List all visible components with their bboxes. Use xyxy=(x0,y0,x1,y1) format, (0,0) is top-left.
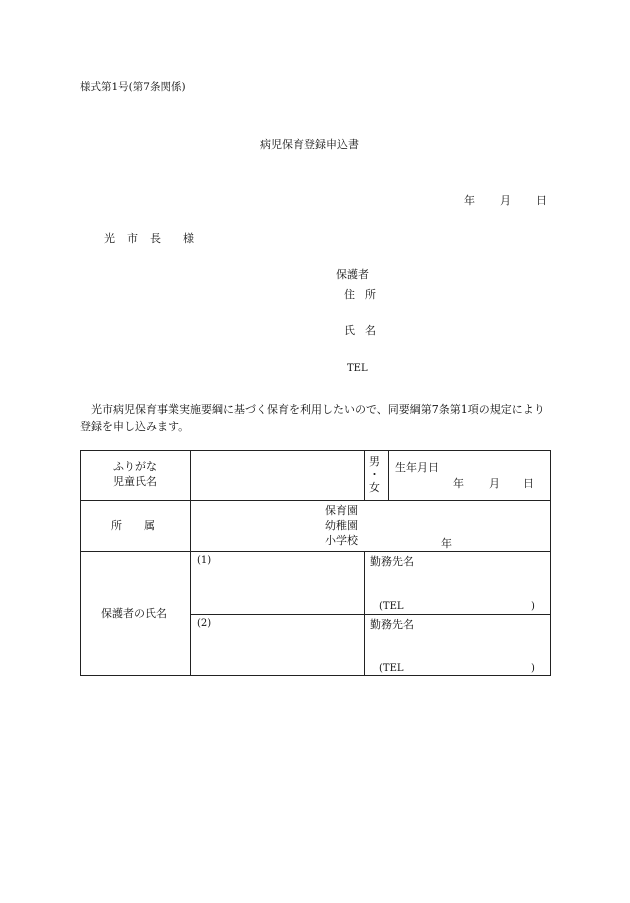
affiliation-char-1: 所 xyxy=(111,519,122,532)
birth-month-label: 月 xyxy=(489,477,500,490)
addressee xyxy=(104,232,196,245)
child-name-field[interactable] xyxy=(191,451,364,500)
address-label-char-2: 所 xyxy=(365,288,376,301)
gender-female[interactable]: 女 xyxy=(369,481,380,494)
registration-table xyxy=(80,450,551,676)
document-title: 病児保育登録申込書 xyxy=(260,138,359,151)
guardian-1-workplace-label: 勤務先名 xyxy=(370,555,414,568)
guardian-2-index: (2) xyxy=(197,618,212,629)
application-statement: 光市病児保育事業実施要綱に基づく保育を利用したいので、同要綱第7条第1項の規定により登録を申し込みます。 xyxy=(80,403,545,433)
name-label-char-2: 名 xyxy=(365,324,376,337)
address-label-char-1: 住 xyxy=(344,288,355,301)
guardian-1-tel-open: (TEL xyxy=(379,601,404,612)
guardian-1-index: (1) xyxy=(197,555,212,566)
elementary-option[interactable]: 小学校 xyxy=(325,534,358,547)
affiliation-char-2: 属 xyxy=(144,519,155,532)
guardian-1-tel-close: ) xyxy=(531,601,535,612)
form-number: 様式第1号(第7条関係) xyxy=(80,81,186,93)
date-year-label: 年 xyxy=(464,194,475,207)
addressee-part-2: 市 xyxy=(127,232,140,245)
guardian-2-tel-close: ) xyxy=(531,663,535,674)
addressee-honorific: 様 xyxy=(183,232,196,245)
guardian-2-workplace-label: 勤務先名 xyxy=(370,618,414,631)
guardian-address-label xyxy=(344,288,376,301)
gender-male[interactable]: 男 xyxy=(369,455,380,468)
child-name-label: 児童氏名 xyxy=(113,475,157,488)
guardian-label: 保護者 xyxy=(336,268,369,281)
furigana-label: ふりがな xyxy=(113,460,157,473)
guardian-2-tel-open: (TEL xyxy=(379,663,404,674)
date-month-label: 月 xyxy=(500,194,511,207)
school-year-label: 年 xyxy=(441,537,452,550)
guardian-name-label xyxy=(344,324,376,337)
kindergarten-option[interactable]: 幼稚園 xyxy=(325,519,358,532)
affiliation-label xyxy=(111,519,155,533)
birth-date-label: 生年月日 xyxy=(395,461,439,474)
birth-year-label: 年 xyxy=(453,477,464,490)
gender-dot: ・ xyxy=(369,468,380,481)
name-label-char-1: 氏 xyxy=(344,324,355,337)
col-divider-gender-right xyxy=(388,451,389,500)
date-day-label: 日 xyxy=(536,194,547,207)
birth-day-label: 日 xyxy=(523,477,534,490)
col-divider-workplace xyxy=(364,551,365,675)
col-divider-gender-left xyxy=(364,451,365,500)
nursery-option[interactable]: 保育園 xyxy=(325,504,358,517)
row-divider-guardians xyxy=(190,614,550,615)
guardian-names-label: 保護者の氏名 xyxy=(101,607,167,620)
guardian-tel-label: TEL xyxy=(347,363,368,374)
addressee-part-3: 長 xyxy=(150,232,163,245)
row-divider-2 xyxy=(81,551,550,552)
addressee-part-1: 光 xyxy=(104,232,117,245)
row-divider-1 xyxy=(81,500,550,501)
